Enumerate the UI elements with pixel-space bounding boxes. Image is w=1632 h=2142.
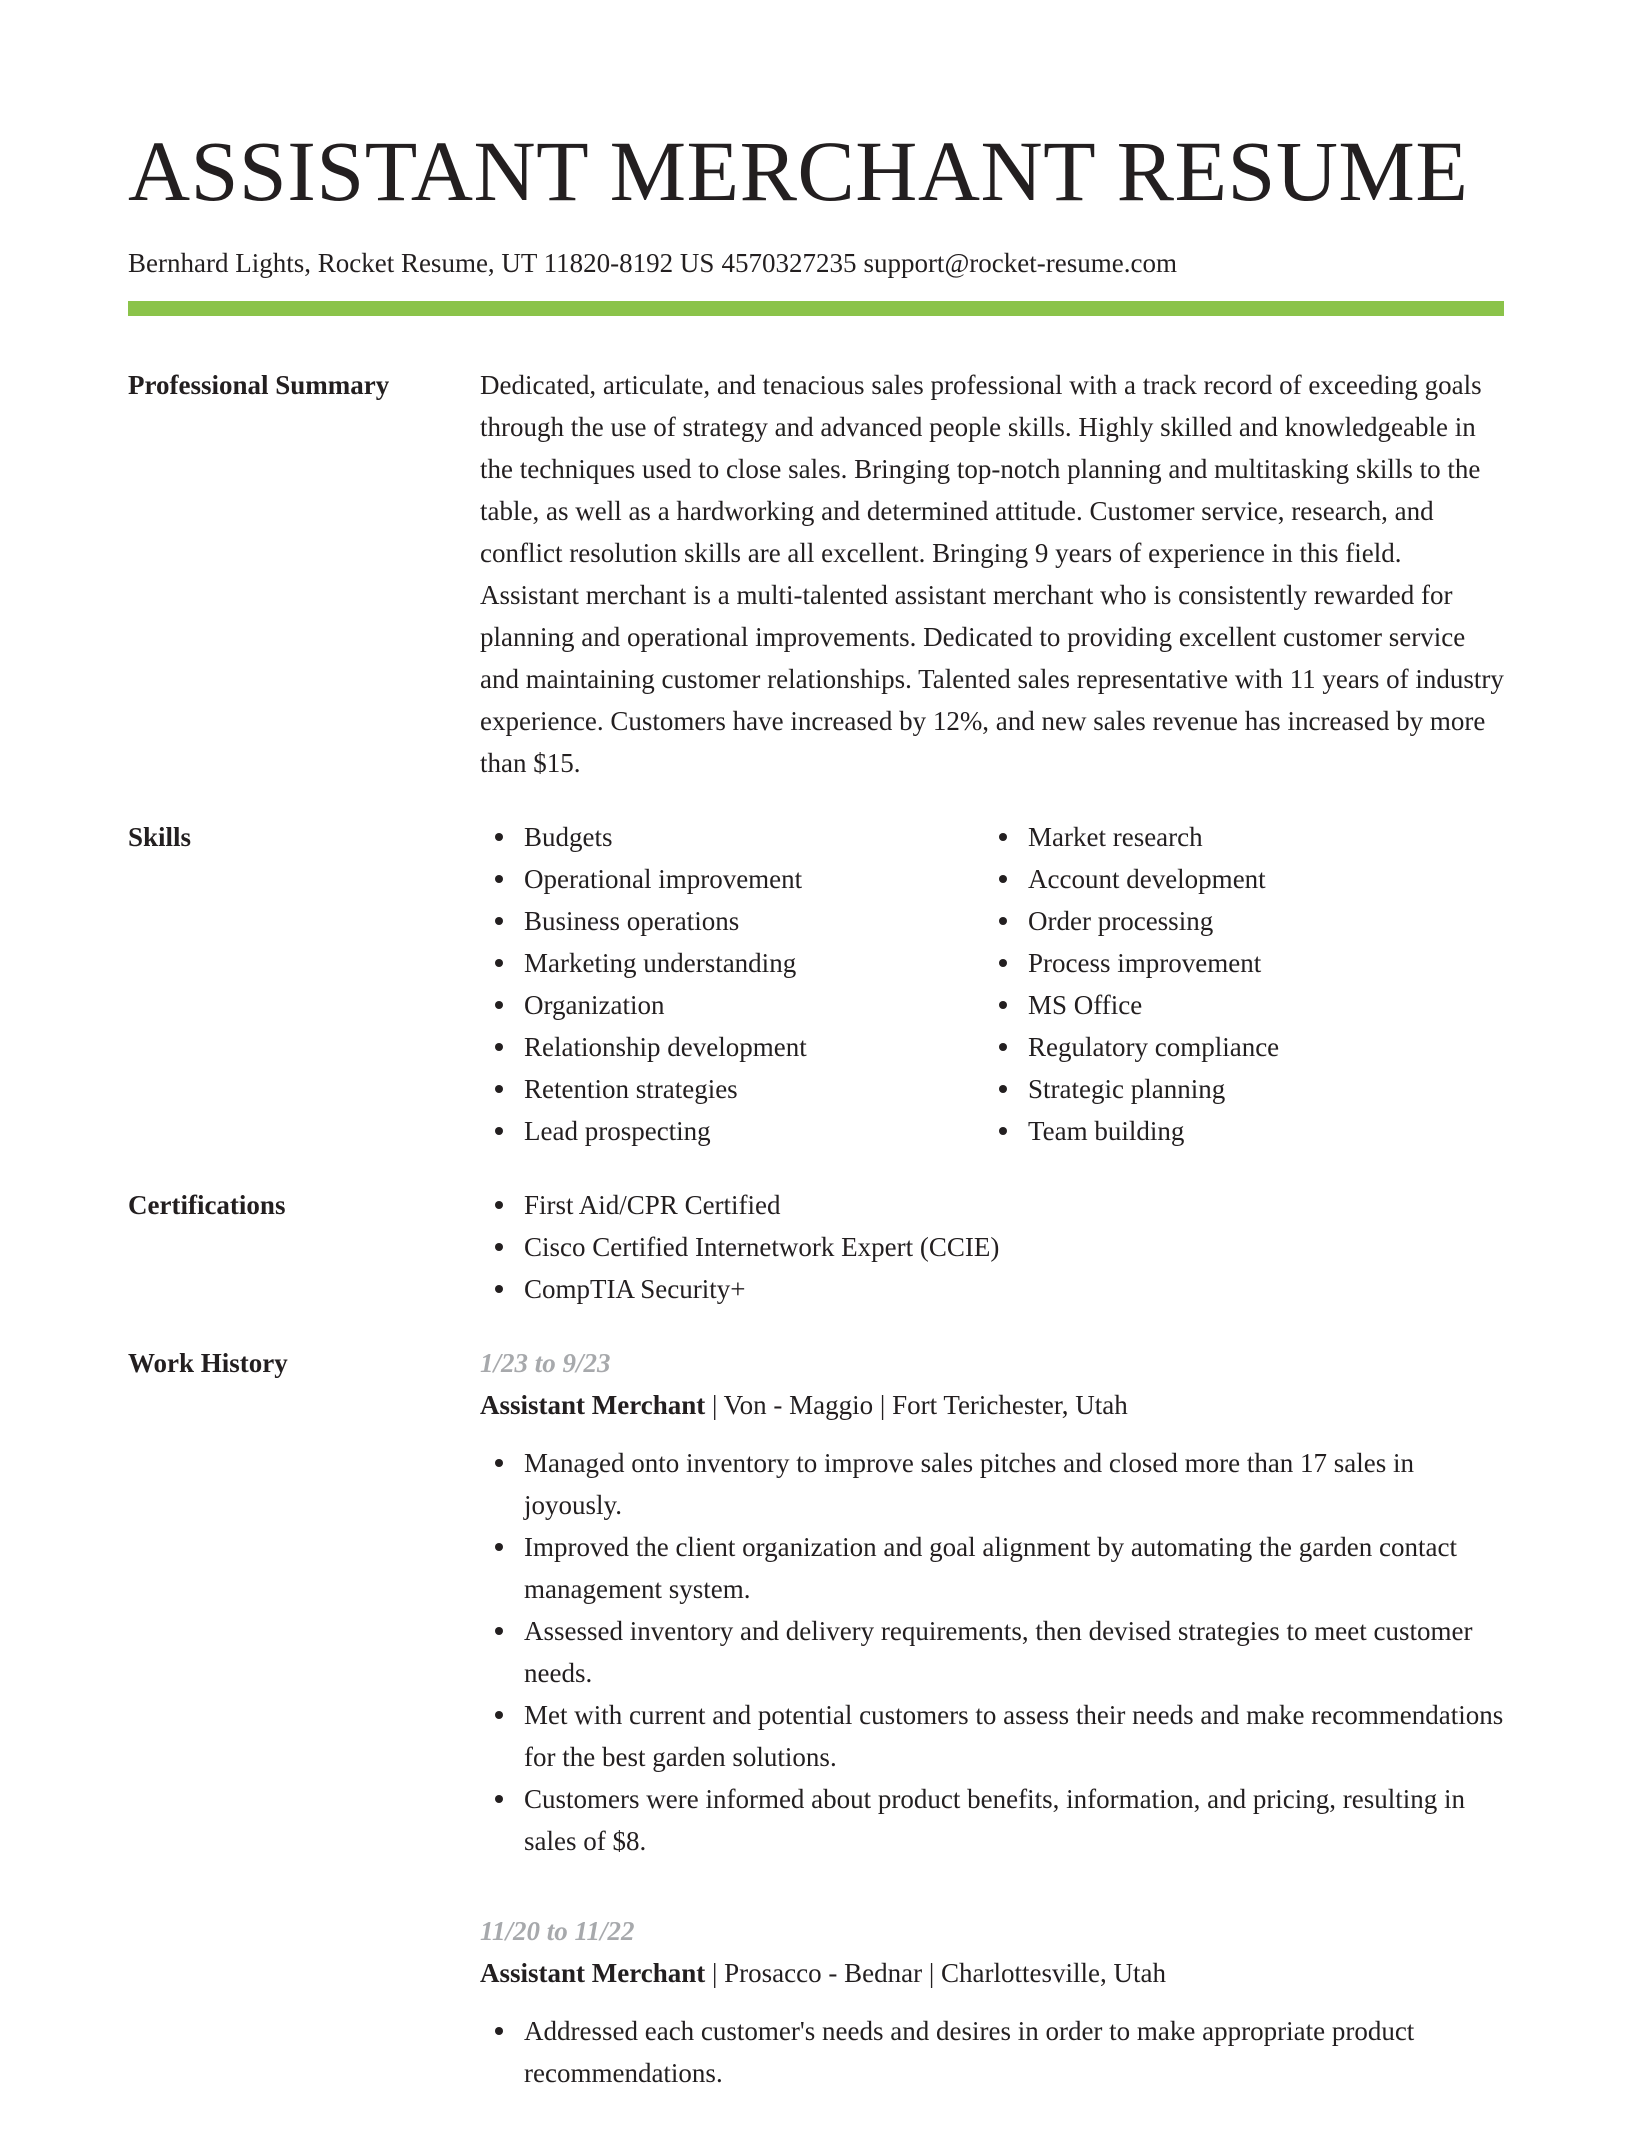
job-bullet: Customers were informed about product benefits, information, and pricing, resulting in sales of $8.: [480, 1778, 1504, 1862]
resume-page: [128, 0, 1504, 2142]
certification-item: CompTIA Security+: [480, 1268, 1504, 1310]
work-history-section: [128, 1342, 1504, 2142]
contact-line: [128, 244, 1504, 282]
job-bullets: [480, 1442, 1504, 1862]
certification-item: First Aid/CPR Certified: [480, 1184, 1504, 1226]
job-title: Assistant Merchant: [480, 1390, 706, 1420]
contact-phone: 4570327235: [721, 248, 857, 278]
skill-item: Retention strategies: [480, 1068, 984, 1110]
skill-item: Account development: [984, 858, 1488, 900]
resume-title: ASSISTANT MERCHANT RESUME: [128, 123, 1469, 219]
skill-item: Operational improvement: [480, 858, 984, 900]
job-details: | Von - Maggio | Fort Terichester, Utah: [705, 1390, 1128, 1420]
job-bullets: [480, 2010, 1504, 2094]
job-entry: [480, 1910, 1504, 2094]
skill-item: Budgets: [480, 816, 984, 858]
skill-item: Lead prospecting: [480, 1110, 984, 1152]
skills-list-right: [984, 816, 1488, 1152]
skill-item: Relationship development: [480, 1026, 984, 1068]
job-dates: 11/20 to 11/22: [480, 1916, 635, 1946]
summary-heading: Professional Summary: [128, 370, 390, 400]
job-bullet: Improved the client organization and goal alignment by automating the garden contact management system.: [480, 1526, 1504, 1610]
certifications-heading: Certifications: [128, 1190, 286, 1220]
skill-item: MS Office: [984, 984, 1488, 1026]
job-bullet: Met with current and potential customers to assess their needs and make recommendations for the best garden solutions.: [480, 1694, 1504, 1778]
certifications-list: [480, 1184, 1504, 1310]
contact-email[interactable]: support@rocket-resume.com: [863, 248, 1177, 278]
skill-item: Strategic planning: [984, 1068, 1488, 1110]
skill-item: Market research: [984, 816, 1488, 858]
skills-content: [480, 816, 1504, 1152]
job-title: Assistant Merchant: [480, 1958, 706, 1988]
certifications-section: [128, 1184, 1504, 1310]
certification-item: Cisco Certified Internetwork Expert (CCIE): [480, 1226, 1504, 1268]
job-header: [480, 1384, 1504, 1426]
skills-list-left: [480, 816, 984, 1152]
skill-item: Process improvement: [984, 942, 1488, 984]
job-entry: [480, 1342, 1504, 1862]
skill-item: Team building: [984, 1110, 1488, 1152]
summary-content: [480, 364, 1504, 784]
skill-item: Marketing understanding: [480, 942, 984, 984]
work-history-content: [480, 1342, 1504, 2142]
certifications-content: [480, 1184, 1504, 1310]
summary-text: Dedicated, articulate, and tenacious sales professional with a track record of exceeding goals through the use of strategy and advanced people skills. Highly skilled and knowledgeable in the techniques used to close sales. Bringing top-notch planning and multitasking skills to the table, as well as a hardworking and determined attitude. Customer service, research, and conflict resolution skills are all excellent. Bringing 9 years of experience in this field. Assistant merchant is a multi-talented assistant merchant who is consistently rewarded for planning and operational improvements. Dedicated to providing excellent customer service and maintaining customer relationships. Talented sales representative with 11 years of industry experience. Customers have increased by 12%, and new sales revenue has increased by more than $15.: [480, 370, 1504, 778]
job-bullet: Managed onto inventory to improve sales pitches and closed more than 17 sales in joyously.: [480, 1442, 1504, 1526]
skills-section: [128, 816, 1504, 1152]
job-bullet: Addressed each customer's needs and desires in order to make appropriate product recommendations.: [480, 2010, 1504, 2094]
job-dates: 1/23 to 9/23: [480, 1348, 611, 1378]
skill-item: Regulatory compliance: [984, 1026, 1488, 1068]
contact-address: Bernhard Lights, Rocket Resume, UT 11820-8192 US: [128, 248, 715, 278]
job-details: | Prosacco - Bednar | Charlottesville, Utah: [705, 1958, 1166, 1988]
job-bullet: Assessed inventory and delivery requirements, then devised strategies to meet customer needs.: [480, 1610, 1504, 1694]
job-header: [480, 1952, 1504, 1994]
work-history-heading: Work History: [128, 1348, 288, 1378]
skill-item: Organization: [480, 984, 984, 1026]
skill-item: Business operations: [480, 900, 984, 942]
summary-section: [128, 364, 1504, 784]
skill-item: Order processing: [984, 900, 1488, 942]
header-divider: [128, 301, 1504, 316]
skills-heading: Skills: [128, 822, 192, 852]
